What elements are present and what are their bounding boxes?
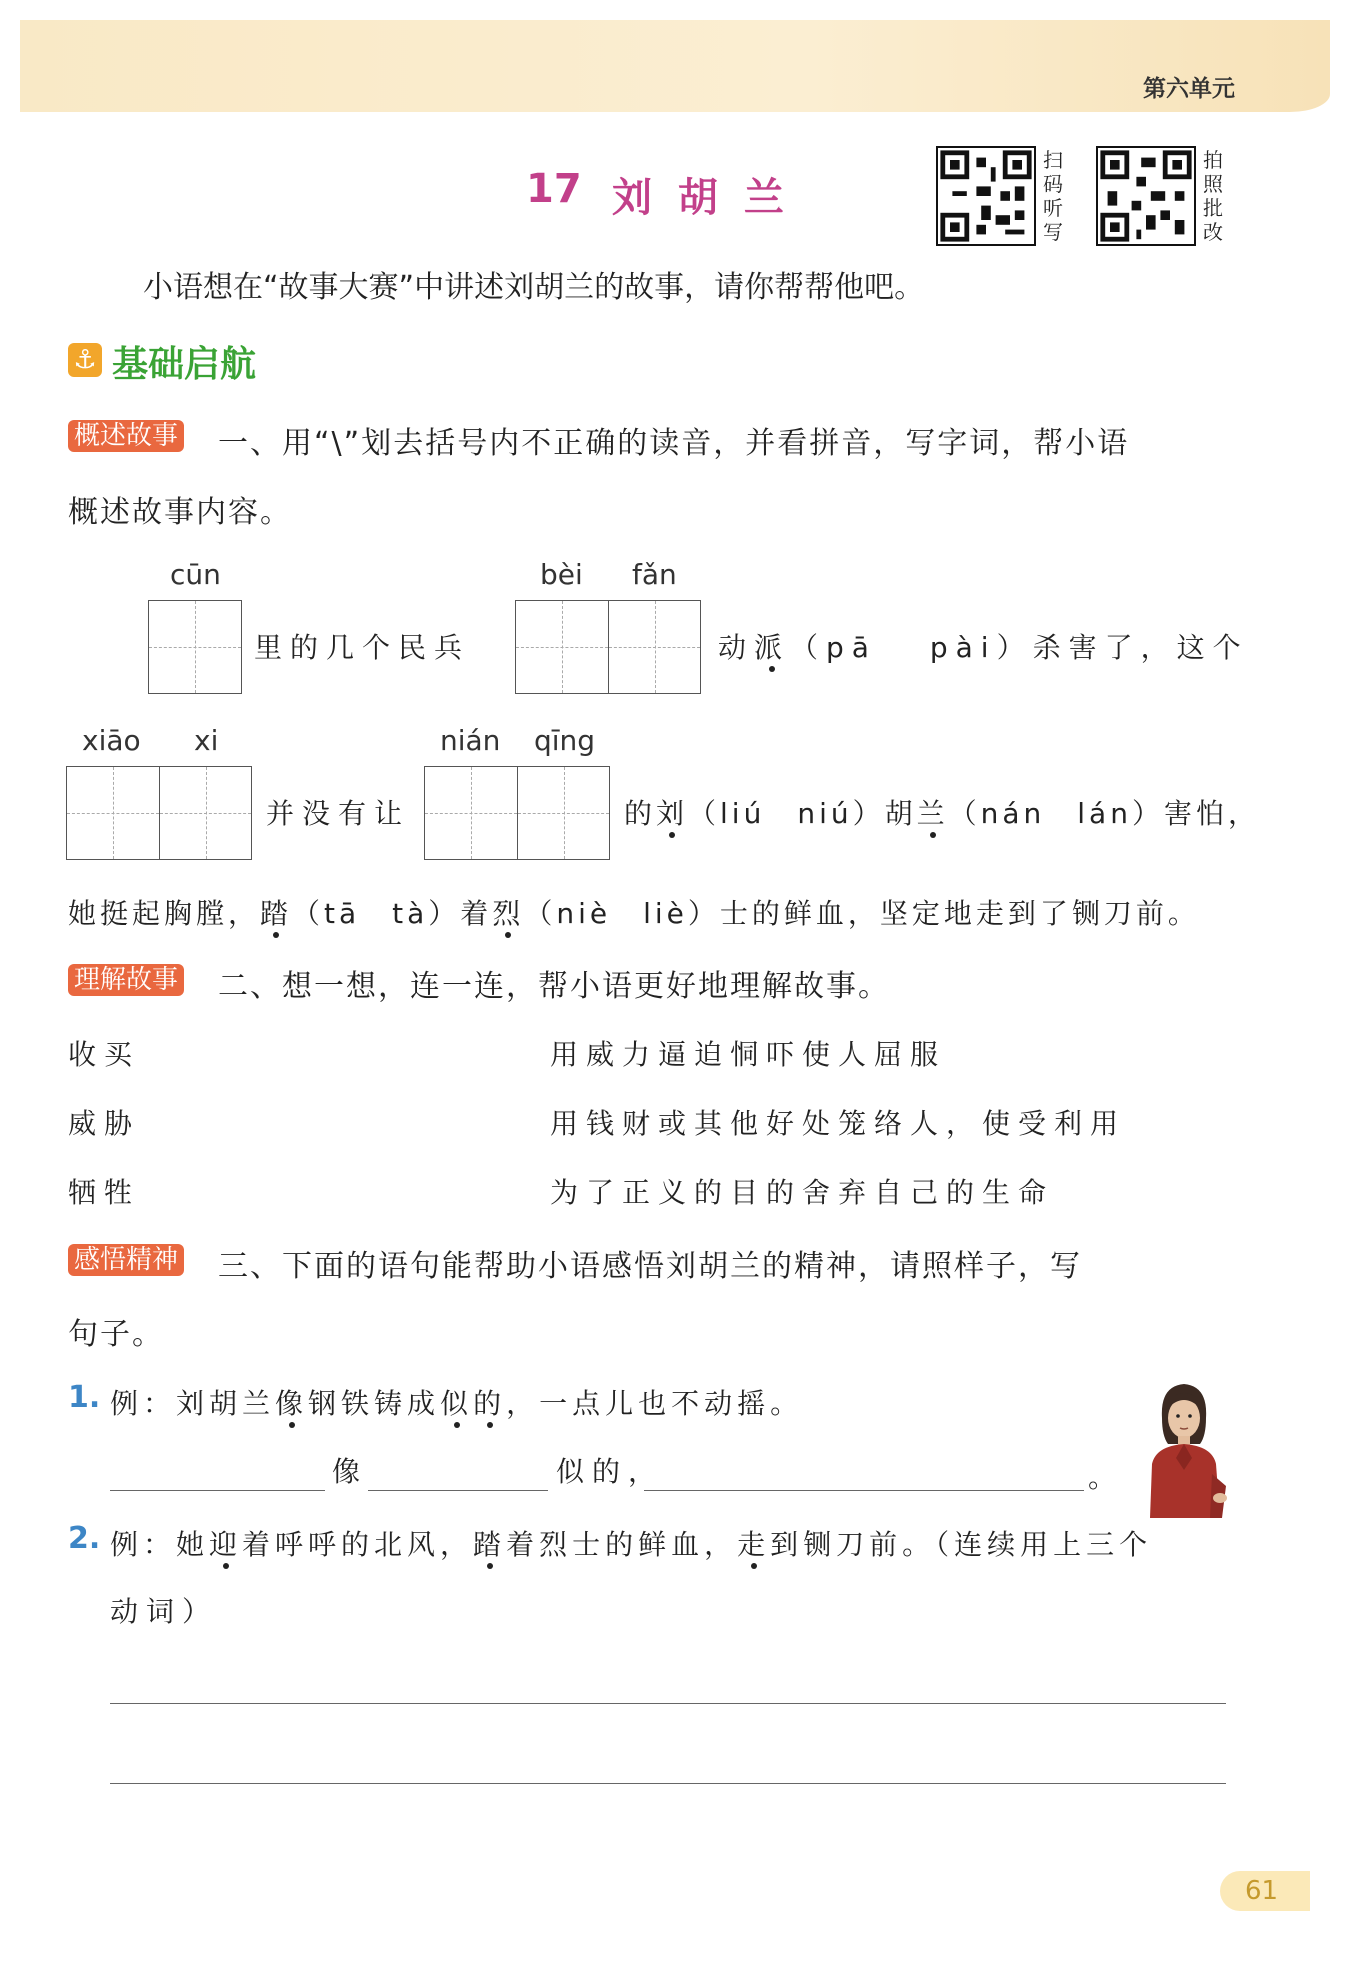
item1-fill-b: 似的， xyxy=(556,1455,665,1488)
write-box-xiaoxi[interactable] xyxy=(66,766,252,860)
unit-label: 第六单元 xyxy=(1143,76,1235,102)
row1-text-b: 动派（pā pài）杀害了，这个 xyxy=(718,631,1249,664)
pinyin-bei: bèi xyxy=(540,558,583,591)
item2-example: 例：她迎着呼呼的北风，踏着烈士的鲜血，走到铡刀前。（连续用上三个 xyxy=(110,1528,1153,1561)
pinyin-xiao: xiāo xyxy=(82,724,141,757)
match-right-2[interactable]: 用钱财或其他好处笼络人，使受利用 xyxy=(550,1107,1127,1140)
pinyin-fan: fǎn xyxy=(632,558,677,591)
match-left-3[interactable]: 牺牲 xyxy=(68,1176,141,1209)
q2-tag: 理解故事 xyxy=(68,964,184,996)
item1-fill-a: 像 xyxy=(332,1455,369,1488)
match-left-1[interactable]: 收买 xyxy=(68,1038,141,1071)
item1-blank-2[interactable] xyxy=(368,1490,548,1491)
pinyin-xi: xi xyxy=(194,724,219,757)
qr-code-icon xyxy=(938,148,1034,244)
q2-instruction: 二、想一想，连一连，帮小语更好地理解故事。 xyxy=(218,969,890,1004)
qr-label-grade: 拍 照 批 改 xyxy=(1203,148,1223,244)
item2-number: 2. xyxy=(68,1521,101,1556)
write-box-nianqing[interactable] xyxy=(424,766,610,860)
q1-instruction-cont: 概述故事内容。 xyxy=(68,495,292,530)
write-box-cun[interactable] xyxy=(148,600,242,694)
q1-instruction: 一、用“\”划去括号内不正确的读音，并看拼音，写字词，帮小语 xyxy=(218,426,1130,461)
qr-label-listen: 扫 码 听 写 xyxy=(1043,148,1063,244)
lesson-title: 刘 胡 兰 xyxy=(612,175,790,221)
write-box-beifan[interactable] xyxy=(515,600,701,694)
item1-example: 例：刘胡兰像钢铁铸成似的，一点儿也不动摇。 xyxy=(110,1387,804,1420)
intro-text: 小语想在“故事大赛”中讲述刘胡兰的故事，请你帮帮他吧。 xyxy=(143,270,925,305)
q3-instruction: 三、下面的语句能帮助小语感悟刘胡兰的精神，请照样子，写 xyxy=(218,1249,1082,1284)
anchor-icon: ⚓ xyxy=(68,343,102,377)
page-number: 61 xyxy=(1220,1871,1310,1911)
pinyin-cun: cūn xyxy=(170,558,221,591)
item1-blank-3[interactable] xyxy=(644,1490,1084,1491)
item1-number: 1. xyxy=(68,1380,101,1415)
row3-text: 她挺起胸膛，踏（tā tà）着烈（niè liè）士的鲜血，坚定地走到了铡刀前。 xyxy=(68,897,1200,930)
section-title: 基础启航 xyxy=(112,344,257,385)
item1-blank-1[interactable] xyxy=(110,1490,325,1491)
lesson-number: 17 xyxy=(526,166,582,212)
match-right-1[interactable]: 用威力逼迫恫吓使人屈服 xyxy=(550,1038,947,1071)
row2-text-a: 并没有让 xyxy=(266,797,411,830)
pinyin-qing: qīng xyxy=(534,724,596,757)
q1-tag: 概述故事 xyxy=(68,420,184,452)
item2-answer-line-1[interactable] xyxy=(110,1703,1226,1704)
q3-tag: 感悟精神 xyxy=(68,1244,184,1276)
row1-text-a: 里的几个民兵 xyxy=(254,631,471,664)
match-right-3[interactable]: 为了正义的目的舍弃自己的生命 xyxy=(550,1176,1055,1209)
item1-fill-end: 。 xyxy=(1088,1461,1125,1494)
liu-hulan-portrait xyxy=(1140,1378,1228,1518)
item2-example-cont: 动词） xyxy=(110,1595,219,1628)
qr-code-icon xyxy=(1098,148,1194,244)
qr-code-grade[interactable] xyxy=(1096,146,1196,246)
pinyin-nian: nián xyxy=(440,724,501,757)
q3-instruction-cont: 句子。 xyxy=(68,1317,164,1352)
match-left-2[interactable]: 威胁 xyxy=(68,1107,141,1140)
header-band xyxy=(20,20,1330,112)
item2-answer-line-2[interactable] xyxy=(110,1783,1226,1784)
qr-code-listen[interactable] xyxy=(936,146,1036,246)
row2-text-b: 的刘（liú niú）胡兰（nán lán）害怕， xyxy=(624,797,1260,830)
